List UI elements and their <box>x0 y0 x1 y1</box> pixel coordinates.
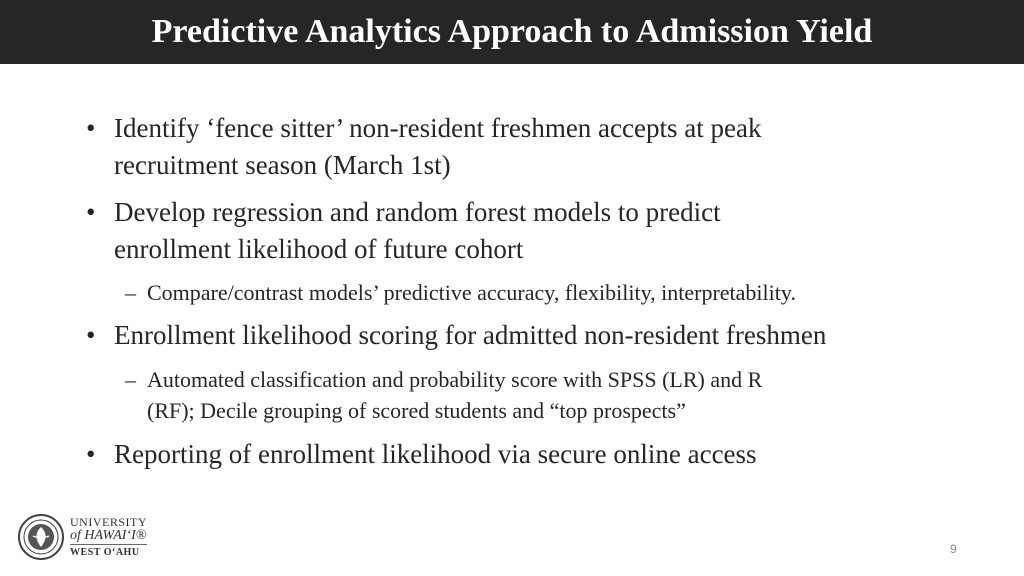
subbullet-text: Compare/contrast models’ predictive accuracy, flexibility, interpretability. <box>147 280 796 305</box>
logo-line-west-oahu: WEST O‘AHU <box>70 544 147 559</box>
bullet-marker: • <box>86 320 96 350</box>
bullet-text: Enrollment likelihood scoring for admitted non-resident freshmen <box>114 320 827 350</box>
bullet-text: Identify ‘fence sitter’ non-resident freshmen accepts at peak recruitment season (March 1st) <box>114 113 762 180</box>
dash-marker: – <box>125 280 136 305</box>
bullet-item <box>86 317 996 354</box>
slide-title: Predictive Analytics Approach to Admission Yield <box>151 13 873 50</box>
dash-marker: – <box>125 367 136 392</box>
bullet-text: Reporting of enrollment likelihood via secure online access <box>114 439 757 469</box>
bullet-marker: • <box>86 113 96 143</box>
subbullet-item <box>125 277 1005 308</box>
logo-line-university: UNIVERSITY <box>70 515 147 529</box>
subbullet-text: Automated classification and probability score with SPSS (LR) and R (RF); Decile grouping of scored students and “top prospects” <box>147 367 763 423</box>
university-wordmark <box>70 516 147 559</box>
logo-line-hawaii: of HAWAI‘I® <box>70 528 147 543</box>
bullet-item <box>86 436 986 473</box>
bullet-marker: • <box>86 439 96 469</box>
university-seal-icon <box>18 514 64 560</box>
university-logo <box>18 514 148 566</box>
bullet-marker: • <box>86 197 96 227</box>
bullet-text: Develop regression and random forest models to predict enrollment likelihood of future cohort <box>114 197 721 264</box>
page-number: 9 <box>950 542 957 556</box>
subbullet-item <box>125 364 1005 426</box>
title-bar <box>0 0 1024 64</box>
bullet-item <box>86 110 986 184</box>
bullet-item <box>86 194 986 268</box>
